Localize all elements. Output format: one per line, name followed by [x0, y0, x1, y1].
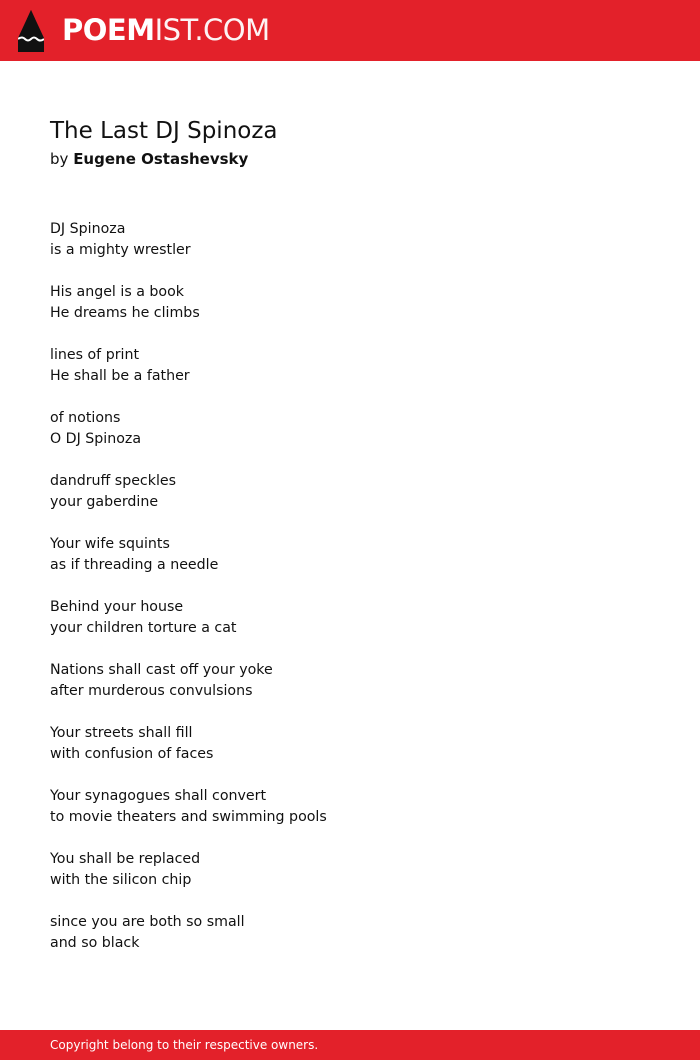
poem-author: Eugene Ostashevsky	[73, 150, 249, 168]
site-footer	[0, 1030, 700, 1060]
site-header	[0, 0, 700, 61]
poem-stanza	[50, 660, 327, 702]
poem-byline	[50, 148, 248, 170]
poem-line: is a mighty wrestler	[50, 242, 191, 258]
poem-stanza	[50, 912, 327, 954]
poem-line: as if threading a needle	[50, 557, 219, 573]
poem-body	[50, 219, 327, 975]
poem-line: and so black	[50, 935, 140, 951]
poem-line: His angel is a book	[50, 284, 185, 300]
poem-stanza	[50, 786, 327, 828]
poem-stanza	[50, 471, 327, 513]
poem-stanza	[50, 534, 327, 576]
poem-line: with confusion of faces	[50, 746, 214, 762]
poem-title: The Last DJ Spinoza	[50, 118, 278, 144]
poem-line: O DJ Spinoza	[50, 431, 142, 447]
site-logo[interactable]	[62, 10, 270, 50]
poem-stanza	[50, 723, 327, 765]
poem-line: He shall be a father	[50, 368, 190, 384]
poem-line: after murderous convulsions	[50, 683, 253, 699]
poem-line: You shall be replaced	[50, 851, 201, 867]
by-label: by	[50, 150, 69, 168]
logo-text-light: IST.COM	[154, 13, 270, 47]
poem-line: since you are both so small	[50, 914, 245, 930]
poem-stanza	[50, 849, 327, 891]
poem-stanza	[50, 408, 327, 450]
poem-line: Your wife squints	[50, 536, 170, 552]
poem-line: your children torture a cat	[50, 620, 237, 636]
poem-line: Your streets shall fill	[50, 725, 193, 741]
poem-stanza	[50, 282, 327, 324]
logo-text-bold: POEM	[62, 13, 155, 47]
poem-line: of notions	[50, 410, 121, 426]
poem-line: lines of print	[50, 347, 140, 363]
poem-line: He dreams he climbs	[50, 305, 200, 321]
poem-stanza	[50, 219, 327, 261]
poem-line: your gaberdine	[50, 494, 159, 510]
pencil-tip-icon[interactable]	[18, 10, 44, 52]
poem-line: Behind your house	[50, 599, 184, 615]
poem-line: dandruff speckles	[50, 473, 177, 489]
copyright-notice: Copyright belong to their respective owners.	[50, 1038, 319, 1052]
poem-line: DJ Spinoza	[50, 221, 126, 237]
poem-line: to movie theaters and swimming pools	[50, 809, 327, 825]
poem-line: with the silicon chip	[50, 872, 192, 888]
poem-line: Nations shall cast off your yoke	[50, 662, 273, 678]
poem-line: Your synagogues shall convert	[50, 788, 267, 804]
poem-stanza	[50, 597, 327, 639]
poem-stanza	[50, 345, 327, 387]
